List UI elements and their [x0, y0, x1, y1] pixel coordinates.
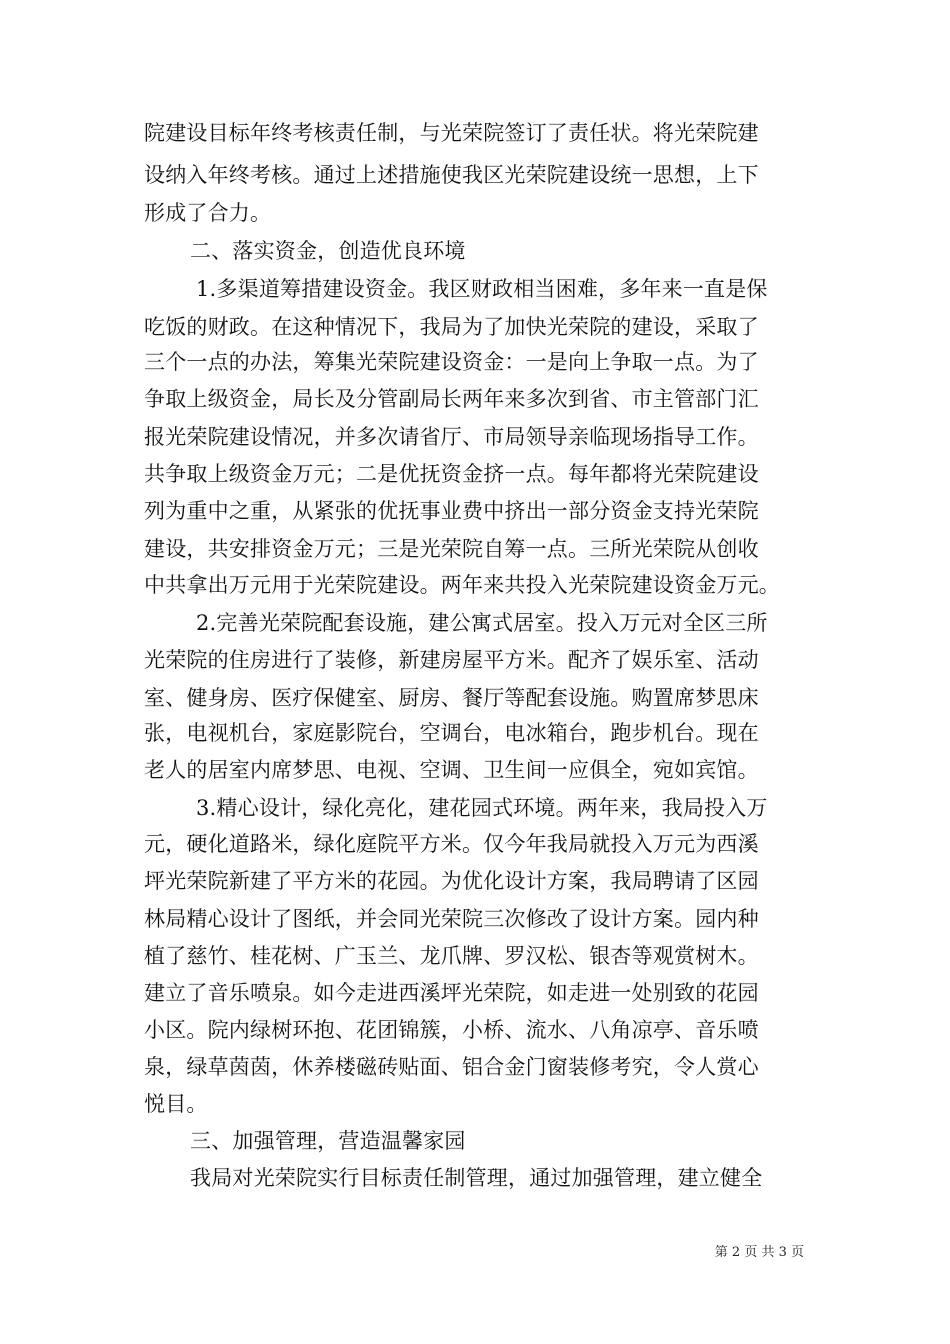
text-line: 植了慈竹、桂花树、广玉兰、龙爪牌、罗汉松、银杏等观赏树木。 — [144, 944, 759, 968]
text-line: 1.多渠道筹措建设资金。我区财政相当困难，多年来一直是保 — [196, 277, 768, 301]
section-heading: 三、加强管理，营造温馨家园 — [190, 1129, 466, 1153]
text-line: 元，硬化道路米，绿化庭院平方米。仅今年我局就投入万元为西溪 — [144, 832, 759, 856]
text-line: 形成了合力。 — [144, 201, 272, 225]
text-line: 泉，绿草茵茵，休养楼磁砖贴面、铝合金门窗装修考究，令人赏心 — [144, 1055, 759, 1079]
text-line: 吃饭的财政。在这种情况下，我局为了加快光荣院的建设，采取了 — [144, 315, 759, 339]
text-line: 室、健身房、医疗保健室、厨房、餐厅等配套设施。购置席梦思床 — [144, 686, 759, 710]
text-line: 设纳入年终考核。通过上述措施使我区光荣院建设统一思想，上下 — [144, 163, 759, 187]
text-line: 建立了音乐喷泉。如今走进西溪坪光荣院，如走进一处别致的花园 — [144, 981, 759, 1005]
text-line: 光荣院的住房进行了装修，新建房屋平方米。配齐了娱乐室、活动 — [144, 648, 759, 672]
section-heading: 二、落实资金，创造优良环境 — [190, 239, 466, 263]
text-line: 林局精心设计了图纸，并会同光荣院三次修改了设计方案。园内种 — [144, 907, 759, 931]
text-line: 报光荣院建设情况，并多次请省厅、市局领导亲临现场指导工作。 — [144, 425, 759, 449]
text-line: 三个一点的办法，筹集光荣院建设资金：一是向上争取一点。为了 — [144, 350, 759, 374]
text-line: 小区。院内绿树环抱、花团锦簇，小桥、流水、八角凉亭、音乐喷 — [144, 1018, 759, 1042]
text-line: 院建设目标年终考核责任制，与光荣院签订了责任状。将光荣院建 — [144, 121, 759, 145]
text-line: 建设，共安排资金万元；三是光荣院自筹一点。三所光荣院从创收 — [144, 537, 759, 561]
text-line: 我局对光荣院实行目标责任制管理，通过加强管理，建立健全 — [190, 1166, 763, 1190]
text-line: 中共拿出万元用于光荣院建设。两年来共投入光荣院建设资金万元。 — [144, 573, 780, 597]
text-line: 2.完善光荣院配套设施，建公寓式居室。投入万元对全区三所 — [196, 611, 768, 635]
page-number: 第 2 页 共 3 页 — [714, 1245, 804, 1260]
text-line: 共争取上级资金万元；二是优抚资金挤一点。每年都将光荣院建设 — [144, 462, 759, 486]
text-line: 列为重中之重，从紧张的优抚事业费中挤出一部分资金支持光荣院 — [144, 499, 759, 523]
text-line: 张，电视机台，家庭影院台，空调台，电冰箱台，跑步机台。现在 — [144, 721, 759, 745]
text-line: 3.精心设计，绿化亮化，建花园式环境。两年来，我局投入万 — [196, 796, 768, 820]
text-line: 坪光荣院新建了平方米的花园。为优化设计方案，我局聘请了区园 — [144, 869, 759, 893]
text-line: 悦目。 — [144, 1092, 208, 1116]
text-line: 老人的居室内席梦思、电视、空调、卫生间一应俱全，宛如宾馆。 — [144, 758, 759, 782]
text-line: 争取上级资金，局长及分管副局长两年来多次到省、市主管部门汇 — [144, 387, 759, 411]
